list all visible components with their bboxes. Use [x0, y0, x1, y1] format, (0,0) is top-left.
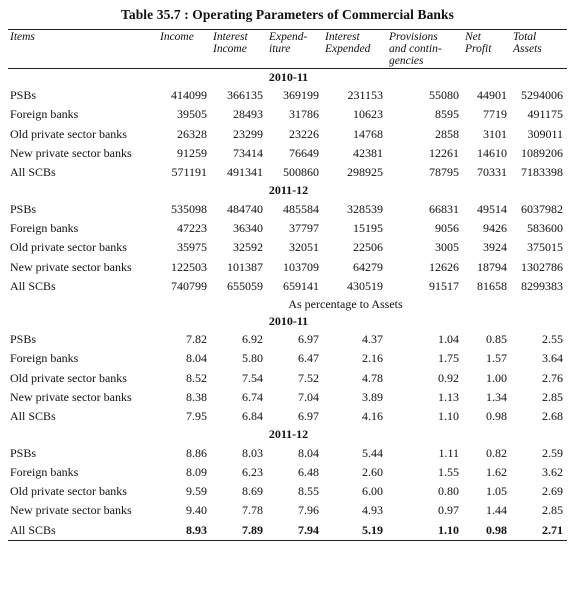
- year-section-header: [8, 426, 567, 443]
- table-cell: 81658: [477, 278, 507, 293]
- table-row: [8, 388, 567, 407]
- table-cell: 3005: [435, 240, 459, 255]
- header-net-profit: Net Profit: [463, 30, 511, 69]
- table-row: [8, 369, 567, 388]
- table-cell: 2.55: [542, 332, 563, 347]
- row-item-label: All SCBs: [10, 409, 56, 424]
- row-item-label: Old private sector banks: [10, 126, 127, 141]
- table-cell: 8.55: [298, 484, 319, 499]
- table-cell: 7.94: [267, 521, 323, 541]
- table-cell: 3.64: [542, 351, 563, 366]
- table-cell: 32051: [289, 240, 319, 255]
- table-cell: 2.16: [362, 351, 383, 366]
- table-cell: 49514: [477, 201, 507, 216]
- table-cell: 37797: [289, 220, 319, 235]
- table-cell: 5.19: [323, 521, 387, 541]
- table-cell: 6.97: [298, 409, 319, 424]
- table-cell: 8.04: [186, 351, 207, 366]
- row-item-label: Foreign banks: [10, 220, 79, 235]
- table-row: [8, 105, 567, 124]
- table-cell: 1.05: [486, 484, 507, 499]
- table-cell: 298925: [347, 165, 383, 180]
- table-cell: 23299: [233, 126, 263, 141]
- table-cell: 571191: [171, 165, 207, 180]
- table-cell: 3.62: [542, 464, 563, 479]
- table-cell: 32592: [233, 240, 263, 255]
- table-title: Table 35.7 : Operating Parameters of Commercial Banks: [120, 7, 454, 22]
- row-item-label: New private sector banks: [10, 259, 132, 274]
- table-cell: 1.13: [438, 390, 459, 404]
- table-cell: 78795: [429, 165, 459, 180]
- table-row: [8, 277, 567, 296]
- table-cell: 6.84: [242, 409, 263, 424]
- header-expenditure: Expend- iture: [267, 30, 323, 69]
- row-item-label: Old private sector banks: [10, 484, 127, 499]
- table-cell: 1.10: [438, 409, 459, 424]
- row-item-label: New private sector banks: [10, 503, 132, 518]
- row-item-label: Old private sector banks: [10, 370, 127, 385]
- table-cell: 5.44: [362, 445, 383, 460]
- table-cell: 414099: [171, 88, 207, 103]
- table-cell: 28493: [233, 107, 263, 122]
- table-cell: 485584: [283, 201, 319, 216]
- table-cell: 10623: [353, 107, 383, 122]
- table-cell: 500860: [283, 165, 319, 180]
- table-cell: 8.09: [186, 464, 207, 479]
- table-row: [8, 238, 567, 257]
- table-cell: 375015: [527, 240, 563, 255]
- header-total-assets: Total Assets: [511, 30, 567, 69]
- operating-parameters-table: [8, 29, 567, 541]
- table-cell: 0.97: [438, 503, 459, 518]
- table-cell: 35975: [177, 240, 207, 255]
- table-cell: 0.82: [486, 445, 507, 460]
- table-row: [8, 86, 567, 105]
- table-cell: 1.04: [438, 332, 459, 347]
- table-cell: 9.59: [186, 484, 207, 499]
- table-cell: 3101: [483, 126, 507, 141]
- table-cell: 740799: [171, 278, 207, 293]
- table-row: [8, 257, 567, 276]
- table-cell: 66831: [429, 201, 459, 216]
- table-cell: 1.75: [438, 351, 459, 366]
- table-cell: 2.85: [542, 503, 563, 518]
- table-cell: 231153: [347, 88, 383, 103]
- table-cell: 31786: [289, 107, 319, 122]
- table-cell: 9426: [483, 220, 507, 235]
- table-cell: 14768: [353, 126, 383, 141]
- year-section-header: [8, 182, 567, 199]
- table-cell: 535098: [171, 201, 207, 216]
- table-cell: 1.10: [387, 521, 463, 541]
- row-item-label: Foreign banks: [10, 107, 79, 122]
- table-cell: 7.95: [186, 409, 207, 424]
- table-cell: 0.85: [486, 332, 507, 347]
- table-cell: 655059: [227, 278, 263, 293]
- table-cell: 64279: [353, 259, 383, 274]
- table-cell: 12261: [429, 146, 459, 161]
- table-cell: 0.98: [486, 409, 507, 424]
- year-label: 2010-11: [268, 313, 309, 328]
- table-cell: 103709: [283, 259, 319, 274]
- year-section-header: [8, 313, 567, 330]
- table-cell: 6.97: [298, 332, 319, 347]
- table-cell: 0.80: [438, 484, 459, 499]
- year-label: 2011-12: [268, 183, 309, 198]
- table-cell: 8.38: [186, 390, 207, 404]
- table-cell: 122503: [171, 259, 207, 274]
- percentage-note: As percentage to Assets: [288, 296, 403, 311]
- table-header: [8, 30, 567, 69]
- year-label: 2011-12: [268, 427, 309, 442]
- table-cell: 9.40: [186, 503, 207, 518]
- table-cell: 42381: [353, 146, 383, 161]
- table-cell: 73414: [233, 146, 263, 161]
- table-cell: 4.93: [362, 503, 383, 518]
- row-item-label: All SCBs: [10, 165, 56, 180]
- table-cell: 583600: [527, 220, 563, 235]
- table-cell: 23226: [289, 126, 319, 141]
- table-cell: 8.52: [186, 370, 207, 385]
- table-cell: 328539: [347, 201, 383, 216]
- table-cell: 7.96: [298, 503, 319, 518]
- table-cell: 26328: [177, 126, 207, 141]
- table-row: [8, 463, 567, 482]
- table-cell: 7.78: [242, 503, 263, 518]
- table-row: [8, 501, 567, 520]
- table-cell: 6.47: [298, 351, 319, 366]
- table-cell: 47223: [177, 220, 207, 235]
- table-cell: 8.69: [242, 484, 263, 499]
- table-cell: 76649: [289, 146, 319, 161]
- table-cell: 7.82: [186, 332, 207, 347]
- table-cell: 5.80: [242, 351, 263, 366]
- table-cell: 18794: [477, 259, 507, 274]
- table-row: [8, 219, 567, 238]
- table-cell: 8.04: [298, 445, 319, 460]
- table-cell: 7.89: [211, 521, 267, 541]
- table-cell: 1.11: [438, 445, 459, 460]
- table-cell: 91259: [177, 146, 207, 161]
- row-item-label: Foreign banks: [10, 464, 79, 479]
- table-row: [8, 443, 567, 462]
- table-cell: 7.52: [298, 370, 319, 385]
- table-row: [8, 144, 567, 163]
- percentage-note-row: [8, 296, 567, 313]
- table-cell: 44901: [477, 88, 507, 103]
- table-body: [8, 69, 567, 541]
- table-cell: 8299383: [521, 278, 563, 293]
- header-income: Income: [158, 30, 211, 69]
- table-cell: 1.55: [438, 464, 459, 479]
- table-cell: 491341: [227, 165, 263, 180]
- table-cell: 6037982: [521, 201, 563, 216]
- header-interest-expended: Interest Expended: [323, 30, 387, 69]
- table-row: [8, 521, 567, 541]
- table-cell: 1.62: [486, 464, 507, 479]
- table-cell: 39505: [177, 107, 207, 122]
- row-item-label: Old private sector banks: [10, 240, 127, 255]
- table-cell: 14610: [477, 146, 507, 161]
- table-cell: 3924: [483, 240, 507, 255]
- table-row: [8, 482, 567, 501]
- table-cell: 659141: [283, 278, 319, 293]
- table-cell: 4.16: [362, 409, 383, 424]
- table-row: [8, 349, 567, 368]
- table-cell: 22506: [353, 240, 383, 255]
- table-cell: 1302786: [521, 259, 563, 274]
- table-row: [8, 199, 567, 218]
- row-item-label: PSBs: [10, 445, 37, 460]
- year-section-header: [8, 69, 567, 87]
- table-cell: 55080: [429, 88, 459, 103]
- table-cell: 1.44: [486, 503, 507, 518]
- table-cell: 9056: [435, 220, 459, 235]
- table-cell: 1.34: [486, 390, 507, 404]
- table-cell: 6.92: [242, 332, 263, 347]
- table-cell: 101387: [227, 259, 263, 274]
- table-cell: 4.78: [362, 370, 383, 385]
- table-cell: 91517: [429, 278, 459, 293]
- row-item-label: PSBs: [10, 88, 37, 103]
- table-cell: 8.86: [186, 445, 207, 460]
- row-item-label: New private sector banks: [10, 390, 132, 404]
- table-cell: 6.74: [242, 390, 263, 404]
- table-cell: 2.59: [542, 445, 563, 460]
- table-cell: 7719: [483, 107, 507, 122]
- table-cell: 366135: [227, 88, 263, 103]
- table-cell: 70331: [477, 165, 507, 180]
- row-item-label: All SCBs: [8, 521, 158, 541]
- table-cell: 12626: [429, 259, 459, 274]
- table-cell: 3.89: [362, 390, 383, 404]
- table-row: [8, 407, 567, 426]
- table-cell: 369199: [283, 88, 319, 103]
- table-cell: 8.93: [158, 521, 211, 541]
- table-cell: 15195: [353, 220, 383, 235]
- table-row: [8, 163, 567, 182]
- row-item-label: All SCBs: [10, 278, 56, 293]
- table-cell: 491175: [527, 107, 563, 122]
- header-provisions: Provisions and contin- gencies: [387, 30, 463, 69]
- table-row: [8, 125, 567, 144]
- row-item-label: Foreign banks: [10, 351, 79, 366]
- table-cell: 7.54: [242, 370, 263, 385]
- row-item-label: New private sector banks: [10, 146, 132, 161]
- table-cell: 6.48: [298, 464, 319, 479]
- table-cell: 2.68: [542, 409, 563, 424]
- table-cell: 7183398: [521, 165, 563, 180]
- table-cell: 8595: [435, 107, 459, 122]
- table-cell: 7.04: [298, 390, 319, 404]
- table-cell: 2.60: [362, 464, 383, 479]
- table-cell: 1089206: [521, 146, 563, 161]
- year-label: 2010-11: [268, 70, 309, 84]
- table-cell: 484740: [227, 201, 263, 216]
- table-cell: 430519: [347, 278, 383, 293]
- table-cell: 8.03: [242, 445, 263, 460]
- table-cell: 1.57: [486, 351, 507, 366]
- table-cell: 2.85: [542, 390, 563, 404]
- table-cell: 1.00: [486, 370, 507, 385]
- row-item-label: PSBs: [10, 332, 37, 347]
- table-cell: 2858: [435, 126, 459, 141]
- table-cell: 4.37: [362, 332, 383, 347]
- table-cell: 0.92: [438, 370, 459, 385]
- table-cell: 6.23: [242, 464, 263, 479]
- row-item-label: PSBs: [10, 201, 37, 216]
- table-cell: 309011: [527, 126, 563, 141]
- table-cell: 2.69: [542, 484, 563, 499]
- table-cell: 2.71: [511, 521, 567, 541]
- table-row: [8, 330, 567, 349]
- table-cell: 6.00: [362, 484, 383, 499]
- table-cell: 5294006: [521, 88, 563, 103]
- header-interest-income: Interest Income: [211, 30, 267, 69]
- table-cell: 0.98: [463, 521, 511, 541]
- table-cell: 36340: [233, 220, 263, 235]
- header-items: Items: [8, 30, 158, 69]
- table-cell: 2.76: [542, 370, 563, 385]
